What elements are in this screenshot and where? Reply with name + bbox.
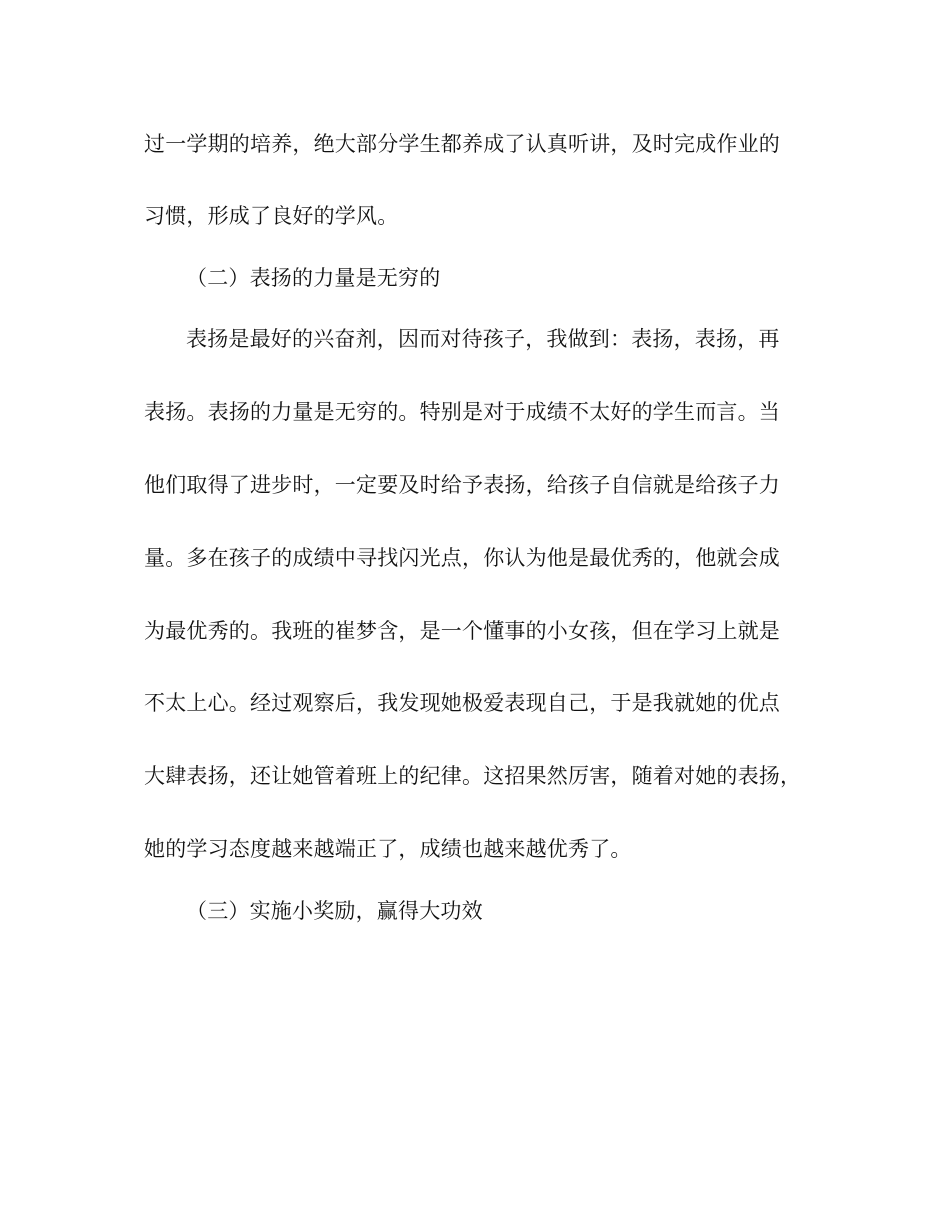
paragraph-line: 不太上心。经过观察后，我发现她极爱表现自己，于是我就她的优点 <box>144 691 780 715</box>
paragraph-line: 他们取得了进步时，一定要及时给予表扬，给孩子自信就是给孩子力 <box>144 473 780 497</box>
paragraph-line: 过一学期的培养，绝大部分学生都养成了认真听讲，及时完成作业的 <box>144 132 780 156</box>
paragraph-line: 量。多在孩子的成绩中寻找闪光点，你认为他是最优秀的，他就会成 <box>144 546 780 570</box>
paragraph-line: 她的学习态度越来越端正了，成绩也越来越优秀了。 <box>144 837 632 861</box>
paragraph-line: 表扬是最好的兴奋剂，因而对待孩子，我做到：表扬，表扬，再 <box>186 327 780 351</box>
paragraph-line: 大肆表扬，还让她管着班上的纪律。这招果然厉害，随着对她的表扬， <box>144 764 802 788</box>
section-heading: （二）表扬的力量是无穷的 <box>186 266 441 290</box>
section-heading: （三）实施小奖励，赢得大功效 <box>186 899 483 923</box>
paragraph-line: 习惯，形成了良好的学风。 <box>144 204 399 228</box>
paragraph-line: 为最优秀的。我班的崔梦含，是一个懂事的小女孩，但在学习上就是 <box>144 619 780 643</box>
paragraph-line: 表扬。表扬的力量是无穷的。特别是对于成绩不太好的学生而言。当 <box>144 400 780 424</box>
